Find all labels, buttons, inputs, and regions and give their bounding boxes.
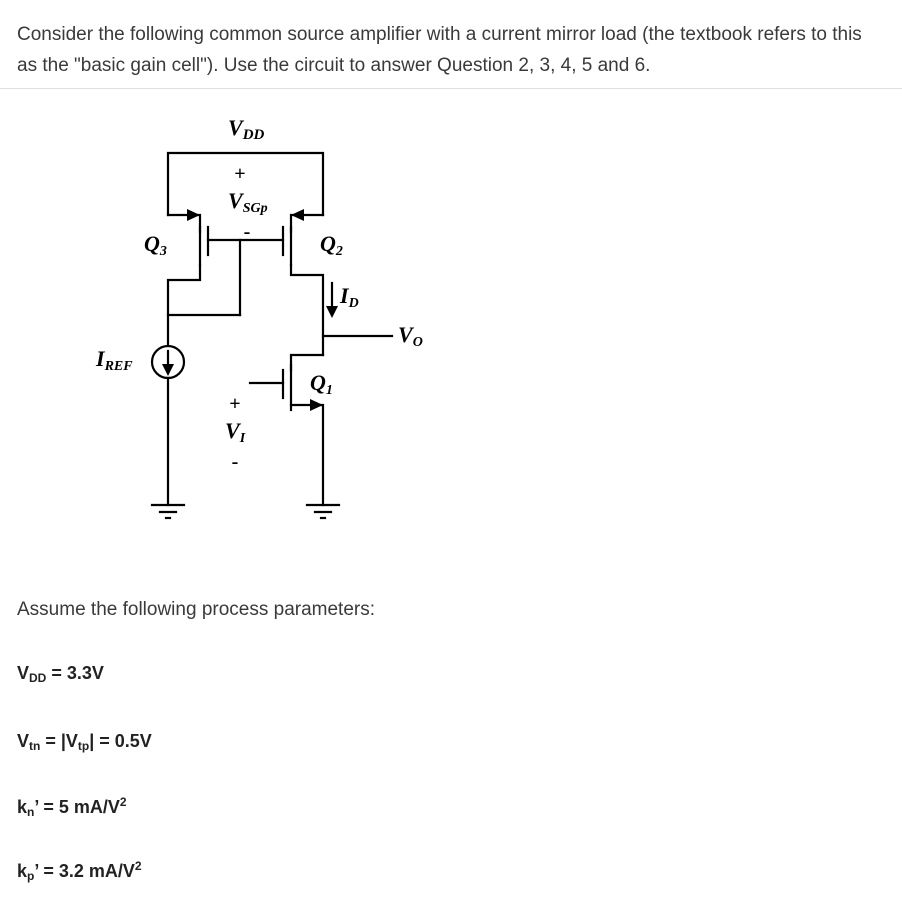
vdd-label: VDD <box>228 115 265 143</box>
q1-source-wire <box>291 405 323 505</box>
q3-label: Q3 <box>144 231 167 259</box>
iref-label: IREF <box>96 346 133 374</box>
param-kn: $k_n$’ = 5 $mA/V^2$ <box>17 795 127 819</box>
q2-source-wire <box>291 215 323 232</box>
vsgp-minus: - <box>243 221 251 243</box>
vi-plus: + <box>229 393 241 415</box>
param-kp: $k_p$’ = 3.2 $mA/V^2$ <box>17 859 142 883</box>
q3-drain-wire <box>168 265 200 345</box>
q2-drain-wire <box>291 265 323 355</box>
vi-minus: - <box>231 451 239 473</box>
assumption-heading: Assume the following process parameters: <box>17 599 375 620</box>
q2-label: Q2 <box>320 231 343 259</box>
id-label: ID <box>340 283 359 311</box>
q1-drain-wire <box>291 355 323 370</box>
param-vdd: $V_{DD} = 3.3V$ <box>17 663 104 685</box>
vsgp-plus: + <box>234 163 246 185</box>
q3-arrow-icon <box>187 209 200 221</box>
problem-statement: Consider the following common source amplifier with a current mirror load (the textbook refers to this as the "basic gain cell"). Use the circuit to answer Question 2, 3, 4, 5 and 6. <box>17 24 862 76</box>
q2-arrow-icon <box>291 209 304 221</box>
q1-label: Q1 <box>310 370 333 398</box>
vi-label: VI <box>225 418 246 446</box>
q3-source-wire <box>168 215 200 232</box>
vsgp-label: VSGp <box>228 188 268 216</box>
q1-arrow-icon <box>310 399 323 411</box>
vo-label: VO <box>398 322 423 350</box>
param-vt: $V_{tn} = |V_{tp}| = 0.5V$ <box>17 731 152 753</box>
